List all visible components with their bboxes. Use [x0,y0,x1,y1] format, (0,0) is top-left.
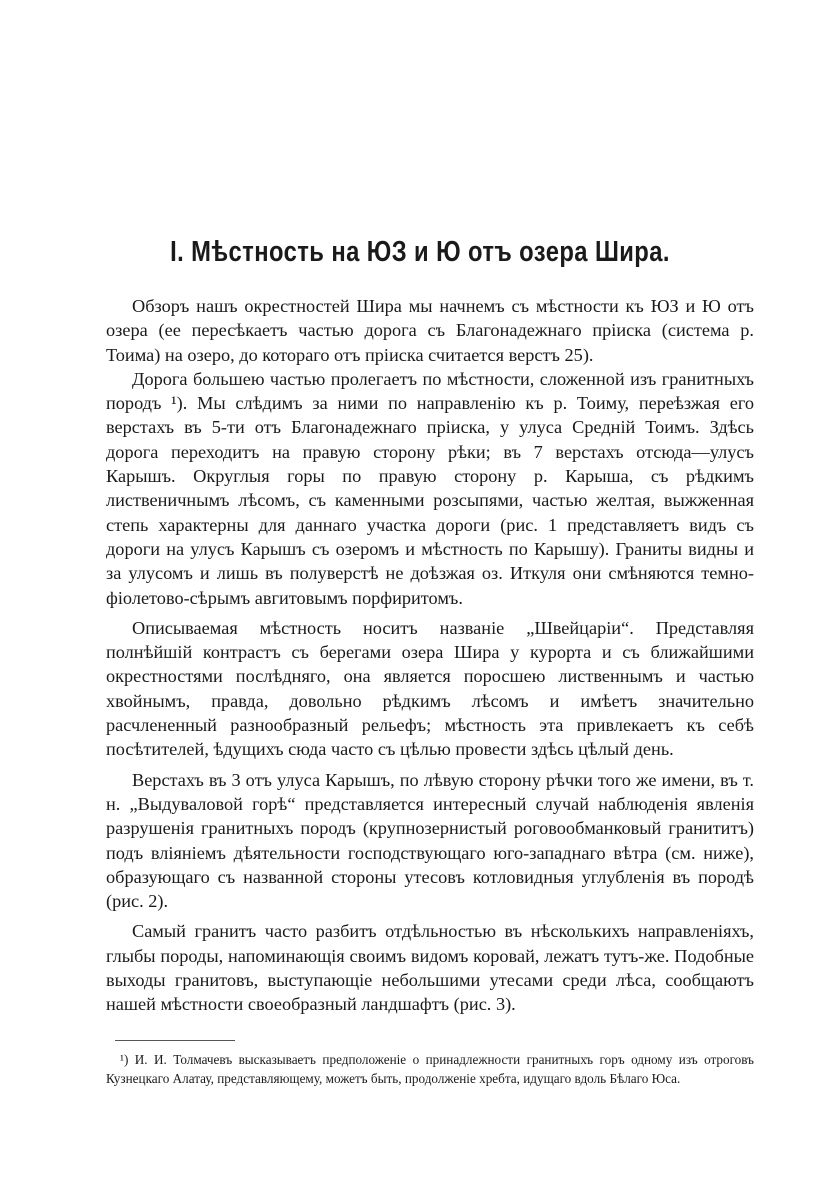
paragraph-4: Верстахъ въ 3 отъ улуса Карышъ, по лѣвую сторону рѣчки того же имени, въ т. н. „Выдуваловой горѣ“ представляется интересный случай наблюденiя явленiя разрушенiя гранитныхъ породъ (крупнозернистый роговообманковый гранититъ) подъ влiянiемъ дѣятельности господствующаго юго-западнаго вѣтра (см. ниже), образующаго съ названной стороны утесовъ котловидныя углубленiя въ породѣ (рис. 2). [106,769,754,912]
paragraph-3: Описываемая мѣстность носитъ названiе „Швейцарiи“. Представляя полнѣйшiй контрастъ съ берегами озера Шира у курорта и съ ближайшими окрестностями послѣдняго, она является поросшею лиственнымъ и частью хвойнымъ, правда, довольно рѣдкимъ лѣсомъ и имѣетъ значительно расчлененный разнообразный рельефъ; мѣстность эта привлекаетъ къ себѣ посѣтителей, ѣдущихъ сюда часто съ цѣлью провести здѣсь цѣлый день. [106,617,754,760]
section-heading: I. Мѣстность на ЮЗ и Ю отъ озера Шира. [170,236,670,268]
body-text [106,294,754,1017]
paragraph-5: Самый гранитъ часто разбитъ отдѣльностью въ нѣсколькихъ направленiяхъ, глыбы породы, напоминающiя своимъ видомъ коровай, лежатъ тутъ-же. Подобные выходы гранитовъ, выступающiе небольшими утесами среди лѣса, сообщаютъ нашей мѣстности своеобразный ландшафтъ (рис. 3). [106,921,754,1015]
footnote-divider [115,1040,235,1041]
paragraph-2: Дорога большею частью пролегаетъ по мѣстности, сложенной изъ гранитныхъ породъ ¹). Мы слѣдимъ за ними по направленiю къ р. Тоиму, переѣзжая его верстахъ въ 5-ти отъ Благонадежнаго прiиска, у улуса Средній Тоимъ. Здѣсь дорога переходитъ на правую сторону рѣки; въ 7 верстахъ отсюда—улусъ Карышъ. Округлыя горы по правую сторону р. Карыша, съ рѣдкимъ лиственичнымъ лѣсомъ, съ каменными розсыпями, частью желтая, выжженная степь характерны для даннаго участка дороги (рис. 1 представляетъ видъ съ дороги на улусъ Карышъ съ озеромъ и мѣстность по Карышу). Граниты видны и за улусомъ и лишь въ полуверстѣ не доѣзжая оз. Иткуля они смѣняются темно-фiолетово-сѣрымъ авгитовымъ порфиритомъ. [106,368,754,608]
paragraph-1: Обзоръ нашъ окрестностей Шира мы начнемъ съ мѣстности къ ЮЗ и Ю отъ озера (ее пересѣкаетъ частью дорога съ Благонадежнаго прiиска (система р. Тоима) на озеро, до котораго отъ прiиска считается верстъ 25). [106,296,754,365]
footnote: ¹) И. И. Толмачевъ высказываетъ предположенiе о принадлежности гранитныхъ горъ одному изъ отроговъ Кузнецкаго Алатау, представляющему, можетъ быть, продолженiе хребта, идущаго вдоль Бѣлаго Юса. [106,1052,754,1086]
